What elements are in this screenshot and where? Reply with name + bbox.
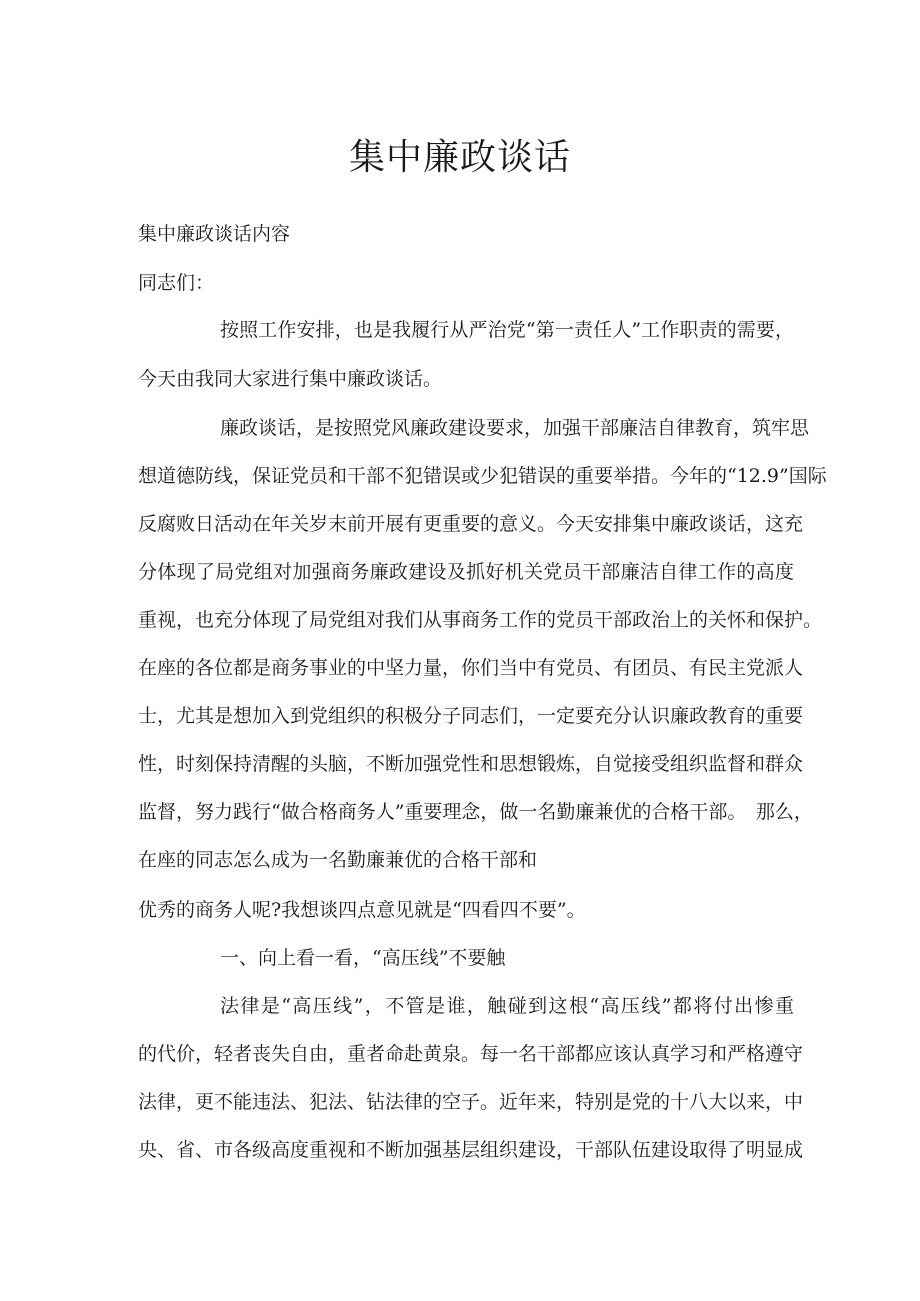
paragraph-line: 在座的各位都是商务事业的中坚力量，你们当中有党员、有团员、有民主党派人	[138, 657, 804, 679]
paragraph-line: 廉政谈话，是按照党风廉政建设要求，加强干部廉洁自律教育，筑牢思	[220, 417, 810, 439]
paragraph-line: 在座的同志怎么成为一名勤廉兼优的合格干部和	[138, 849, 538, 871]
salutation: 同志们：	[138, 272, 215, 294]
document-title: 集中廉政谈话	[348, 137, 571, 178]
paragraph-line: 法律是“高压线”，不管是谁，触碰到这根“高压线”都将付出惨重	[220, 995, 794, 1017]
paragraph-line: 想道德防线，保证党员和干部不犯错误或少犯错误的重要举措。今年的“12.9”国际	[138, 465, 827, 487]
paragraph-line: 今天由我同大家进行集中廉政谈话。	[138, 368, 443, 390]
paragraph-line: 士，尤其是想加入到党组织的积极分子同志们，一定要充分认识廉政教育的重要	[138, 705, 804, 727]
paragraph-line: 性，时刻保持清醒的头脑，不断加强党性和思想锻炼，自觉接受组织监督和群众	[138, 753, 804, 775]
section-heading: 一、向上看一看，“高压线”不要触	[220, 947, 506, 969]
paragraph-line: 监督，努力践行“做合格商务人”重要理念，做一名勤廉兼优的合格干部。 那么，	[138, 801, 813, 823]
document-subtitle: 集中廉政谈话内容	[138, 223, 291, 245]
paragraph-line: 央、省、市各级高度重视和不断加强基层组织建设，干部队伍建设取得了明显成	[138, 1139, 804, 1161]
paragraph-line: 的代价，轻者丧失自由，重者命赴黄泉。每一名干部都应该认真学习和严格遵守	[138, 1043, 804, 1065]
paragraph-line: 按照工作安排，也是我履行从严治党“第一责任人”工作职责的需要，	[220, 319, 794, 341]
paragraph-line: 法律，更不能违法、犯法、钻法律的空子。近年来，特别是党的十八大以来，中	[138, 1091, 804, 1113]
paragraph-line: 分体现了局党组对加强商务廉政建设及抓好机关党员干部廉洁自律工作的高度	[138, 561, 794, 583]
paragraph-line: 优秀的商务人呢?我想谈四点意见就是“四看四不要”。	[138, 899, 586, 921]
paragraph-line: 反腐败日活动在年关岁末前开展有更重要的意义。今天安排集中廉政谈话，这充	[138, 513, 804, 535]
paragraph-line: 重视，也充分体现了局党组对我们从事商务工作的党员干部政治上的关怀和保护。	[138, 609, 823, 631]
